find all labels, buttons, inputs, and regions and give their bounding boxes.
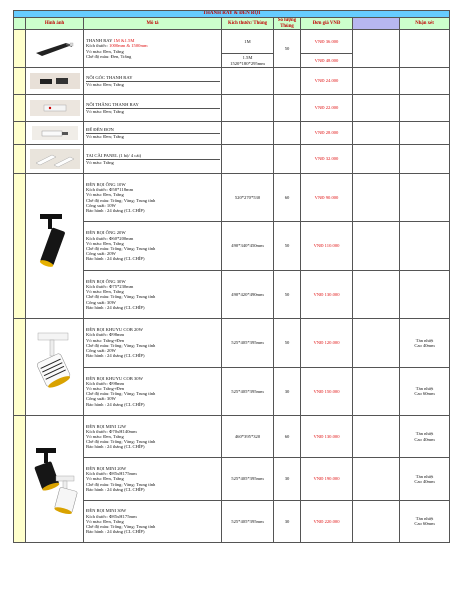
desc-header: Mô tả bbox=[84, 18, 222, 30]
product-desc bbox=[84, 270, 222, 318]
rail-size-2-sub: 1520*180*295mm bbox=[230, 60, 265, 66]
rail-price-2: VNĐ 48.000 bbox=[301, 54, 353, 68]
product-price: VNĐ 220.000 bbox=[301, 500, 353, 542]
rail-image bbox=[26, 30, 84, 68]
product-warranty: Bảo hành : 24 tháng (CL CHÍP) bbox=[86, 529, 145, 535]
product-warranty: Bảo hành : 24 tháng (CL CHÍP) bbox=[86, 304, 145, 310]
product-name: ĐÈN RỌI KHUYU COB 30W bbox=[86, 375, 143, 381]
product-qty: 30 bbox=[274, 367, 301, 416]
product-row bbox=[14, 174, 450, 222]
product-color-mode: Chế độ màu: Trắng; Vàng; Trung tính bbox=[86, 245, 156, 251]
product-shell: Vỏ màu: Đen, Trắng bbox=[86, 289, 124, 295]
panel-clip-image bbox=[26, 145, 84, 174]
mini-spotlight-icon bbox=[26, 416, 84, 542]
accessory-shell: Vỏ màu: Đen; Trắng bbox=[86, 108, 124, 114]
product-box-size: 490*420*490mm bbox=[222, 270, 274, 318]
product-price: VNĐ 150.000 bbox=[301, 367, 353, 416]
product-desc bbox=[84, 174, 222, 222]
rail-size-2: 1.5M bbox=[242, 55, 253, 61]
accessory-shell: Vỏ màu: Đen; Trắng bbox=[86, 133, 124, 139]
product-price: VNĐ 120.000 bbox=[301, 319, 353, 368]
extra-header bbox=[353, 18, 400, 30]
product-warranty: Bảo hành : 24 tháng (CL CHÍP) bbox=[86, 486, 145, 492]
sheet-title: THANH RAY & ĐÈN RỌI bbox=[14, 11, 450, 18]
rail-name: THANH RAY bbox=[86, 38, 113, 44]
panel-clip-icon bbox=[26, 145, 84, 173]
product-shell: Vỏ màu: Trắng+Đen bbox=[86, 386, 125, 392]
accessory-price: VNĐ 24.000 bbox=[301, 68, 353, 95]
product-price: VNĐ 190.000 bbox=[301, 458, 353, 500]
product-desc bbox=[84, 222, 222, 270]
product-shell: Vỏ màu: Trắng+Đen bbox=[86, 337, 125, 343]
qty-header: Số lượng Thùng bbox=[274, 18, 301, 30]
product-size: Kích thước: Φ85xH175mm bbox=[86, 471, 137, 477]
product-color-mode: Chế độ màu: Trắng; Vàng; Trung tính bbox=[86, 342, 156, 348]
product-price: VNĐ 110.000 bbox=[301, 222, 353, 270]
product-row bbox=[14, 416, 450, 458]
product-size: Kích thước: Φ60*200mm bbox=[86, 235, 134, 241]
price-sheet bbox=[13, 10, 449, 542]
accessory-name: ĐẾ ĐÈN ĐƠN bbox=[86, 127, 220, 133]
product-note: Tản nhiệt Cao 60mm bbox=[400, 367, 450, 416]
accessory-price: VNĐ 22.000 bbox=[301, 95, 353, 122]
accessory-name: NỐI GÓC THANH RAY bbox=[86, 75, 220, 81]
product-shell: Vỏ màu: Đen, Trắng bbox=[86, 240, 124, 246]
product-note: Tản nhiệt Cao 40mm bbox=[400, 319, 450, 368]
accessory-price: VNĐ 28.000 bbox=[301, 122, 353, 145]
product-box-size: 525*405*395mm bbox=[222, 458, 274, 500]
product-color-mode: Chế độ màu: Trắng; Vàng; Trung tính bbox=[86, 481, 156, 487]
product-note bbox=[400, 222, 450, 270]
product-qty: 50 bbox=[274, 319, 301, 368]
track-rail-icon bbox=[26, 37, 84, 61]
accessory-shell: Vỏ màu: Đen; Trắng bbox=[86, 81, 124, 87]
product-qty: 50 bbox=[274, 222, 301, 270]
product-size: Kích thước: Φ58*118mm bbox=[86, 187, 134, 193]
product-shell: Vỏ màu: Đen, Trắng bbox=[86, 434, 124, 440]
product-qty: 30 bbox=[274, 500, 301, 542]
product-desc bbox=[84, 458, 222, 500]
product-power: Công suất: 20W bbox=[86, 347, 116, 353]
product-shell: Vỏ màu: Đen, Trắng bbox=[86, 192, 124, 198]
rail-size-1: 1M bbox=[222, 30, 274, 54]
product-desc bbox=[84, 367, 222, 416]
product-color-mode: Chế độ màu: Trắng; Vàng; Trung tính bbox=[86, 294, 156, 300]
rail-shell: Vỏ màu: Đen, Trắng bbox=[86, 48, 124, 54]
accessory-price: VNĐ 32.000 bbox=[301, 145, 353, 174]
product-row bbox=[14, 319, 450, 368]
rail-size-2-cell bbox=[222, 54, 274, 68]
product-power: Công suất: 10W bbox=[86, 202, 116, 208]
product-qty: 60 bbox=[274, 416, 301, 458]
row-number-header bbox=[14, 18, 26, 30]
product-desc bbox=[84, 319, 222, 368]
lamp-base-icon bbox=[26, 122, 84, 144]
product-name: ĐÈN RỌI ỐNG 20W bbox=[86, 230, 126, 236]
price-header: Đơn giá VNĐ bbox=[301, 18, 353, 30]
rail-name-sizes: 1M &1.5M bbox=[113, 38, 135, 44]
product-shell: Vỏ màu: Đen, Trắng bbox=[86, 518, 124, 524]
product-size: Kích thước: Φ98mm bbox=[86, 332, 125, 338]
single-base-image bbox=[26, 122, 84, 145]
product-warranty: Bảo hành : 24 tháng (CL CHÍP) bbox=[86, 444, 145, 450]
product-size: Kích thước: Φ98mm bbox=[86, 380, 125, 386]
product-box-size: 520*270*530 bbox=[222, 174, 274, 222]
product-name: ĐÈN RỌI ỐNG 30W bbox=[86, 278, 126, 284]
product-box-size: 460*395*320 bbox=[222, 416, 274, 458]
straight-joint-icon bbox=[26, 95, 84, 121]
product-note bbox=[400, 174, 450, 222]
rail-row bbox=[14, 30, 450, 54]
product-name: ĐÈN RỌI MINI 30W bbox=[86, 508, 127, 514]
product-desc bbox=[84, 500, 222, 542]
corner-joint-image bbox=[26, 68, 84, 95]
product-shell: Vỏ màu: Đen, Trắng bbox=[86, 476, 124, 482]
product-warranty: Bảo hành : 24 tháng (CL CHÍP) bbox=[86, 401, 145, 407]
product-warranty: Bảo hành : 24 tháng (CL CHÍP) bbox=[86, 256, 145, 262]
rail-price-1: VNĐ 36.000 bbox=[301, 30, 353, 54]
product-qty: 60 bbox=[274, 174, 301, 222]
rail-size-value: 1000mm & 1500mm bbox=[109, 43, 148, 49]
product-note: Tản nhiệt Cao 40mm bbox=[400, 416, 450, 458]
product-color-mode: Chế độ màu: Trắng; Vàng; Trung tính bbox=[86, 439, 156, 445]
price-table bbox=[13, 10, 450, 543]
product-price: VNĐ 130.000 bbox=[301, 270, 353, 318]
image-header: Hình ảnh bbox=[26, 18, 84, 30]
tube-spotlight-icon bbox=[26, 174, 84, 318]
product-name: ĐÈN RỌI KHUYU COB 20W bbox=[86, 327, 143, 333]
straight-joint-image bbox=[26, 95, 84, 122]
rail-desc bbox=[84, 30, 222, 68]
size-header: Kích thước/ Thùng bbox=[222, 18, 274, 30]
cob-spotlight-image bbox=[26, 319, 84, 416]
corner-joint-icon bbox=[26, 68, 84, 94]
product-color-mode: Chế độ màu: Trắng; Vàng; Trung tính bbox=[86, 197, 156, 203]
product-qty: 50 bbox=[274, 270, 301, 318]
mini-spotlight-image bbox=[26, 416, 84, 543]
product-qty: 30 bbox=[274, 458, 301, 500]
product-box-size: 525*405*395mm bbox=[222, 319, 274, 368]
accessory-row bbox=[14, 122, 450, 145]
rail-led: Chế độ màu: Đen, Trắng bbox=[86, 53, 132, 59]
note-header: Nhận xét bbox=[400, 18, 450, 30]
product-note: Tản nhiệt Cao 40mm bbox=[400, 458, 450, 500]
product-price: VNĐ 130.000 bbox=[301, 416, 353, 458]
product-size: Kích thước: Φ85xH175mm bbox=[86, 513, 137, 519]
product-name: ĐÈN RỌI ỐNG 10W bbox=[86, 182, 126, 188]
product-price: VNĐ 90.000 bbox=[301, 174, 353, 222]
product-box-size: 525*405*395mm bbox=[222, 367, 274, 416]
accessory-shell: Vỏ màu: Trắng bbox=[86, 159, 114, 165]
accessory-name: NỐI THẲNG THANH RAY bbox=[86, 102, 220, 108]
product-warranty: Bảo hành : 24 tháng (CL CHÍP) bbox=[86, 353, 145, 359]
accessory-row bbox=[14, 68, 450, 95]
product-note bbox=[400, 270, 450, 318]
product-note: Tản nhiệt Cao 60mm bbox=[400, 500, 450, 542]
product-color-mode: Chế độ màu: Trắng; Vàng; Trung tính bbox=[86, 523, 156, 529]
cob-spotlight-icon bbox=[26, 319, 84, 415]
product-desc bbox=[84, 416, 222, 458]
rail-qty: 50 bbox=[274, 30, 301, 68]
product-box-size: 525*405*395mm bbox=[222, 500, 274, 542]
product-size: Kích thước: Φ70xH140mm bbox=[86, 428, 137, 434]
accessory-name: TAI CÀI PANEL (1 bộ/ 4 cái) bbox=[86, 153, 220, 159]
product-name: ĐÈN RỌI MINI 20W bbox=[86, 466, 127, 472]
accessory-row bbox=[14, 145, 450, 174]
tube-spotlight-image bbox=[26, 174, 84, 319]
product-box-size: 490*340*450mm bbox=[222, 222, 274, 270]
product-warranty: Bảo hành : 24 tháng (CL CHÍP) bbox=[86, 208, 145, 214]
product-name: ĐÈN RỌI MINI 12W bbox=[86, 423, 127, 429]
product-power: Công suất: 30W bbox=[86, 299, 116, 305]
product-size: Kích thước: Φ75*230mm bbox=[86, 283, 134, 289]
product-power: Công suất: 30W bbox=[86, 396, 116, 402]
rail-size-label: Kích thước: bbox=[86, 43, 108, 49]
product-power: Công suất: 20W bbox=[86, 251, 116, 257]
accessory-row bbox=[14, 95, 450, 122]
product-color-mode: Chế độ màu: Trắng; Vàng; Trung tính bbox=[86, 391, 156, 397]
